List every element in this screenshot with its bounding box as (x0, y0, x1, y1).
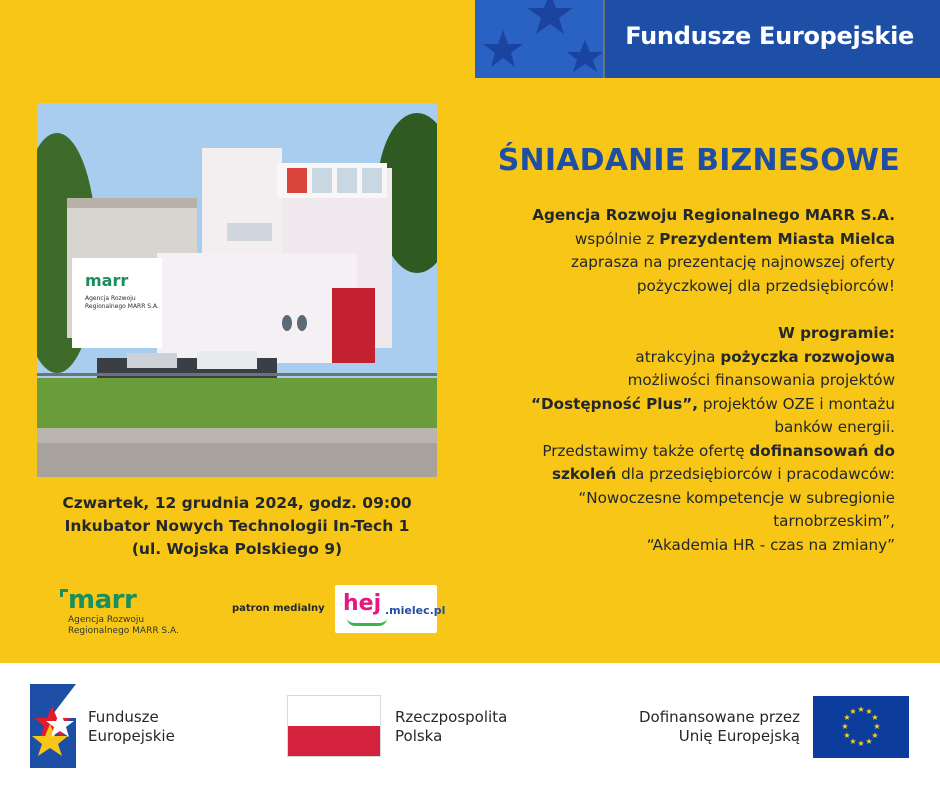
event-date: Czwartek, 12 grudnia 2024, godz. 09:00 (62, 494, 412, 512)
marr-sub1: Agencja Rozwoju (68, 615, 145, 625)
p3-rest: projektów OZE i montażu (698, 394, 895, 413)
ue-footer-text (620, 708, 800, 746)
co-organizer-name: Prezydentem Miasta Mielca (659, 229, 895, 248)
svg-text:★: ★ (871, 713, 879, 722)
p5-bold: dofinansowań do (749, 441, 895, 460)
organizer-name: Agencja Rozwoju Regionalnego MARR S.A. (532, 206, 895, 224)
sign-line1: Agencja Rozwoju (85, 295, 136, 302)
page-title: ŚNIADANIE BIZNESOWE (497, 143, 900, 178)
svg-text:★: ★ (865, 707, 873, 716)
svg-text:★: ★ (873, 722, 881, 731)
fundusze-europejskie-banner (475, 0, 940, 78)
banner-title: Fundusze Europejskie (625, 22, 914, 50)
svg-text:★: ★ (849, 737, 857, 746)
sign-brand: marr (85, 271, 129, 290)
event-place: Inkubator Nowych Technologii In-Tech 1 (64, 517, 410, 535)
invitation-text (435, 204, 895, 557)
marr-subtitle (68, 615, 179, 637)
svg-text:★: ★ (865, 737, 873, 746)
p2-text: możliwości finansowania projektów (627, 371, 895, 389)
p6-rest: dla przedsiębiorców i pracodawców: (616, 465, 895, 483)
ue-line1: Dofinansowane przez (638, 708, 800, 726)
marr-logo (60, 585, 210, 640)
hej-arrow-icon (347, 618, 387, 626)
building-photo (37, 103, 437, 477)
fe-line2: Europejskie (88, 727, 175, 745)
fundusze-europejskie-logo-icon (30, 684, 76, 768)
eu-flag-icon (813, 696, 909, 758)
marr-sub2: Regionalnego MARR S.A. (68, 626, 179, 636)
pl-footer-text (395, 708, 507, 746)
svg-text:★: ★ (843, 713, 851, 722)
hej-brand: hej (343, 591, 382, 616)
svg-text:★: ★ (857, 739, 865, 748)
banner-divider (603, 0, 605, 78)
p4-text: banków energii. (774, 418, 895, 436)
svg-text:★: ★ (843, 731, 851, 740)
patron-label: patron medialny (232, 603, 325, 614)
hej-domain: .mielec.pl (385, 604, 446, 617)
event-address: (ul. Wojska Polskiego 9) (131, 540, 343, 558)
with-prefix: wspólnie z (574, 229, 660, 248)
fe-footer-text (88, 708, 175, 746)
p3-bold: “Dostępność Plus”, (531, 394, 699, 413)
p1-prefix: atrakcyjna (635, 347, 721, 366)
event-details (37, 492, 437, 561)
p6-bold: szkoleń (551, 465, 617, 483)
footer-logo-bar (0, 663, 940, 788)
program-heading: W programie: (778, 324, 895, 342)
svg-text:★: ★ (849, 707, 857, 716)
poland-flag-icon (287, 695, 381, 757)
p1-bold: pożyczka rozwojowa (720, 347, 895, 366)
p7-text: “Nowoczesne kompetencje w subregionie (578, 488, 895, 507)
p8-text: tarnobrzeskim”, (773, 512, 895, 530)
pl-line2: Polska (395, 727, 443, 745)
ue-line2: Unię Europejską (678, 727, 800, 745)
invite-line2: pożyczkowej dla przedsiębiorców! (636, 276, 895, 295)
svg-text:★: ★ (871, 731, 879, 740)
svg-text:★: ★ (841, 722, 849, 731)
marr-corner-icon (60, 589, 68, 597)
p9-text: “Akademia HR - czas na zmiany” (646, 535, 895, 554)
eu-stars-icon (475, 0, 603, 78)
p5-prefix: Przedstawimy także ofertę (542, 441, 750, 460)
invite-line1: zaprasza na prezentację najnowszej oferty (570, 253, 895, 271)
hej-mielec-logo (335, 585, 446, 633)
sign-line2: Regionalnego MARR S.A. (85, 303, 159, 310)
marr-wordmark: marr (68, 585, 137, 615)
pl-line1: Rzeczpospolita (395, 708, 508, 726)
svg-text:★: ★ (857, 705, 865, 714)
fe-line1: Fundusze (88, 708, 159, 726)
